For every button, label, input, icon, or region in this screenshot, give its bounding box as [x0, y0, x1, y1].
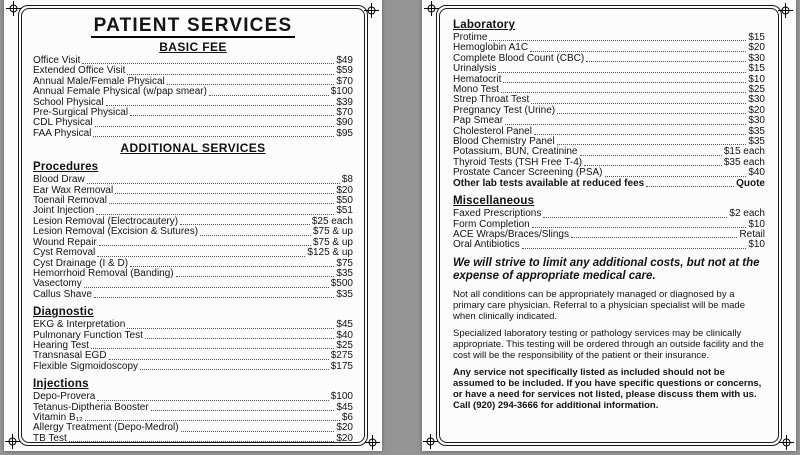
service-label: Flexible Sigmoidoscopy	[33, 360, 139, 372]
service-price: $10	[748, 218, 765, 230]
section-heading: Procedures	[33, 161, 99, 174]
price-row	[33, 423, 353, 433]
service-label: Pre-Surgical Physical	[33, 107, 129, 119]
page-border	[436, 5, 782, 446]
dot-leader	[85, 420, 340, 421]
dot-leader	[176, 276, 335, 277]
service-price: $25	[748, 84, 765, 96]
service-price: $10	[748, 73, 765, 85]
price-row	[453, 240, 765, 250]
dot-leader	[84, 287, 329, 288]
service-label: Prostate Cancer Screening (PSA)	[453, 167, 603, 179]
service-price: $39	[336, 96, 353, 108]
dot-leader	[181, 431, 335, 432]
dot-leader	[532, 227, 747, 228]
service-label: Office Visit	[33, 55, 81, 66]
service-label: FAA Physical	[33, 127, 92, 139]
page-title	[33, 15, 353, 37]
dot-leader	[94, 297, 334, 298]
registration-mark-icon	[424, 1, 439, 16]
page-border-inner	[21, 8, 365, 443]
service-label: Thyroid Tests (TSH Free T-4)	[453, 156, 583, 168]
dot-leader	[180, 224, 310, 225]
price-row	[453, 179, 765, 189]
dot-leader	[580, 155, 722, 156]
dot-leader	[605, 176, 747, 177]
service-label: Vasectomy	[33, 278, 82, 290]
service-label: Transnasal EGD	[33, 350, 107, 362]
service-price: $175	[330, 360, 353, 372]
page-border-inner	[439, 8, 779, 443]
service-price: $70	[336, 75, 353, 87]
price-row	[33, 434, 353, 444]
service-label: Annual Male/Female Physical	[33, 75, 165, 87]
left-page	[4, 0, 382, 451]
service-price: Retail	[739, 228, 765, 240]
service-label: Lesion Removal (Excision & Sutures)	[33, 226, 199, 238]
dot-leader	[167, 84, 335, 85]
service-label: Extended Office Visit	[33, 65, 126, 77]
service-price: $40	[748, 167, 765, 179]
dot-leader	[127, 328, 334, 329]
dot-leader	[109, 203, 334, 204]
price-row	[33, 248, 353, 258]
service-price: $100	[330, 86, 353, 98]
dot-leader	[109, 359, 329, 360]
service-price: $75 & up	[312, 236, 353, 248]
service-label: Allergy Treatment (Depo-Medrol)	[33, 422, 179, 434]
service-label: Annual Female Physical (w/pap smear)	[33, 86, 207, 98]
service-label: Hemorrhoid Removal (Banding)	[33, 267, 174, 279]
dot-leader	[93, 136, 334, 137]
dot-leader	[106, 105, 335, 106]
service-label: Hearing Test	[33, 339, 89, 351]
section-heading: Injections	[33, 378, 89, 391]
dot-leader	[534, 134, 746, 135]
dot-leader	[91, 348, 334, 349]
right-page-sections	[453, 19, 765, 251]
section-diagnostic	[33, 306, 353, 372]
service-price: $25 each	[311, 215, 353, 227]
dot-leader	[200, 235, 311, 236]
service-label: Form Completion	[453, 218, 530, 230]
service-label: ACE Wraps/Braces/Slings	[453, 228, 569, 240]
service-label: EKG & Interpretation	[33, 319, 126, 331]
dot-leader	[97, 400, 328, 401]
service-price: $25	[336, 339, 353, 351]
section-laboratory	[453, 19, 765, 189]
service-label: Complete Blood Count (CBC)	[453, 52, 585, 64]
service-price: $75	[336, 257, 353, 269]
service-label: Vitamin B₁₂	[33, 411, 83, 423]
service-price: $75 & up	[312, 226, 353, 238]
service-label: Cyst Removal	[33, 247, 96, 259]
service-price: $20	[336, 422, 353, 434]
dot-leader	[87, 183, 340, 184]
note-paragraph: Any service not specifically listed as included should not be assumed to be included. If you have specific questions or concerns, or have a need for services not listed, please discuss them with us. Call (920) 294-3666 for additional information.	[453, 366, 762, 411]
service-label: Blood Chemistry Panel	[453, 136, 555, 148]
page-border	[18, 5, 368, 446]
price-row	[453, 54, 765, 64]
registration-mark-icon	[365, 435, 380, 450]
service-label: CDL Physical	[33, 117, 93, 129]
dot-leader	[130, 115, 334, 116]
section-heading: ADDITIONAL SERVICES	[120, 141, 266, 156]
price-row	[33, 290, 353, 300]
price-row	[33, 362, 353, 372]
service-price: $15 each	[723, 146, 765, 158]
service-price: $30	[748, 115, 765, 127]
service-label: Faxed Prescriptions	[453, 208, 542, 220]
service-price: $10	[748, 239, 765, 251]
right-page	[422, 0, 796, 451]
service-label: Mono Test	[453, 84, 499, 96]
service-label: Protime	[453, 32, 488, 43]
dot-leader	[498, 72, 746, 73]
registration-mark-icon	[6, 1, 21, 16]
price-row	[33, 320, 353, 330]
dot-leader	[646, 186, 734, 187]
dot-leader	[503, 82, 746, 83]
service-price: $59	[336, 65, 353, 77]
service-price: $500	[330, 278, 353, 290]
service-price: $125 & up	[307, 247, 353, 259]
service-price: $35	[336, 288, 353, 300]
service-label: Pap Smear	[453, 115, 504, 127]
dot-leader	[130, 266, 334, 267]
price-row	[33, 392, 353, 402]
service-label: Pregnancy Test (Urine)	[453, 104, 556, 116]
note-paragraph: Not all conditions can be appropriately managed or diagnosed by a primary care physician. Referral to a physician specialist will be made when clinically indicated.	[453, 288, 745, 322]
service-price: $275	[330, 350, 353, 362]
service-price: $100	[330, 391, 353, 403]
dot-leader	[69, 441, 335, 442]
service-label: Other lab tests available at reduced fees	[453, 177, 645, 189]
service-label: Depo-Provera	[33, 391, 96, 403]
service-label: Joint Injection	[33, 205, 95, 217]
dot-leader	[96, 214, 334, 215]
service-price: Quote	[736, 177, 765, 189]
service-price: $51	[336, 205, 353, 217]
dot-leader	[82, 63, 334, 64]
dot-leader	[115, 193, 334, 194]
service-label: Callus Shave	[33, 288, 92, 300]
dot-leader	[140, 369, 329, 370]
dot-leader	[584, 165, 722, 166]
dot-leader	[557, 113, 746, 114]
dot-leader	[522, 248, 747, 249]
dot-leader	[145, 338, 334, 339]
dot-leader	[505, 124, 746, 125]
service-label: Pulmonary Function Test	[33, 329, 143, 341]
dot-leader	[530, 51, 746, 52]
dot-leader	[531, 103, 746, 104]
service-price: $2 each	[729, 208, 765, 220]
service-label: TB Test	[33, 432, 67, 444]
registration-mark-icon	[423, 434, 438, 449]
service-label: Hematocrit	[453, 73, 502, 85]
section-heading: Diagnostic	[33, 306, 94, 319]
page-title-text: PATIENT SERVICES	[91, 15, 296, 38]
service-price: $45	[336, 319, 353, 331]
registration-mark-icon	[5, 434, 20, 449]
registration-mark-icon	[364, 3, 379, 18]
service-price: $30	[748, 94, 765, 106]
service-label: Urinalysis	[453, 63, 497, 75]
section-heading: Miscellaneous	[453, 195, 535, 208]
dot-leader	[489, 40, 746, 41]
service-price: $45	[336, 401, 353, 413]
service-price: $15	[748, 32, 765, 43]
dot-leader	[95, 126, 335, 127]
service-label: Cholesterol Panel	[453, 125, 532, 137]
service-price: $35	[748, 136, 765, 148]
dot-leader	[99, 245, 311, 246]
section-heading: BASIC FEE	[159, 40, 227, 54]
service-label: Lesion Removal (Electrocautery)	[33, 215, 179, 227]
service-price: $70	[336, 107, 353, 119]
service-price: $50	[336, 195, 353, 207]
section-injections	[33, 378, 353, 444]
service-price: $35	[748, 125, 765, 137]
service-price: $40	[336, 329, 353, 341]
service-label: Hemoglobin A1C	[453, 42, 529, 54]
price-row	[453, 209, 765, 219]
dot-leader	[501, 92, 746, 93]
section-procedures	[33, 161, 353, 300]
registration-mark-icon	[779, 435, 794, 450]
right-page-notes	[453, 257, 765, 411]
dot-leader	[97, 256, 305, 257]
service-price: $20	[336, 184, 353, 196]
service-price: $49	[336, 55, 353, 66]
section-additional-services	[33, 141, 353, 155]
service-label: Potassium, BUN, Creatinine	[453, 146, 578, 158]
note-paragraph: Specialized laboratory testing or pathology services may be clinically appropriate. This testing will be ordered through an outside facility and the cost will be the responsibility of the patient or their insurance.	[453, 327, 764, 361]
left-page-sections	[33, 40, 353, 444]
dot-leader	[209, 95, 329, 96]
service-price: $20	[748, 104, 765, 116]
dot-leader	[557, 144, 747, 145]
service-label: Ear Wax Removal	[33, 184, 114, 196]
section-miscellaneous	[453, 195, 765, 251]
service-price: $35 each	[723, 156, 765, 168]
dot-leader	[586, 61, 746, 62]
service-price: $6	[341, 411, 353, 423]
service-price: $90	[336, 117, 353, 129]
note-paragraph: We will strive to limit any additional costs, but not at the expense of appropriate medical care.	[453, 256, 760, 282]
dot-leader	[151, 410, 335, 411]
price-row	[33, 129, 353, 139]
dot-leader	[543, 217, 727, 218]
section-heading: Laboratory	[453, 19, 516, 31]
dot-leader	[571, 237, 737, 238]
service-label: Cyst Drainage (I & D)	[33, 257, 129, 269]
service-label: School Physical	[33, 96, 104, 108]
service-price: $20	[748, 42, 765, 54]
service-price: $35	[336, 267, 353, 279]
dot-leader	[127, 74, 334, 75]
service-label: Oral Antibiotics	[453, 239, 520, 251]
service-price: $30	[748, 52, 765, 64]
service-price: $95	[336, 127, 353, 139]
service-label: Blood Draw	[33, 174, 85, 186]
service-label: Tetanus-Diptheria Booster	[33, 401, 149, 413]
service-label: Strep Throat Test	[453, 94, 530, 106]
service-label: Wound Repair	[33, 236, 97, 248]
registration-mark-icon	[778, 3, 793, 18]
service-label: Toenail Removal	[33, 195, 107, 207]
price-row	[453, 75, 765, 85]
section-basic-fee	[33, 40, 353, 139]
service-price: $15	[748, 63, 765, 75]
service-price: $8	[341, 174, 353, 186]
service-price: $20	[336, 432, 353, 444]
